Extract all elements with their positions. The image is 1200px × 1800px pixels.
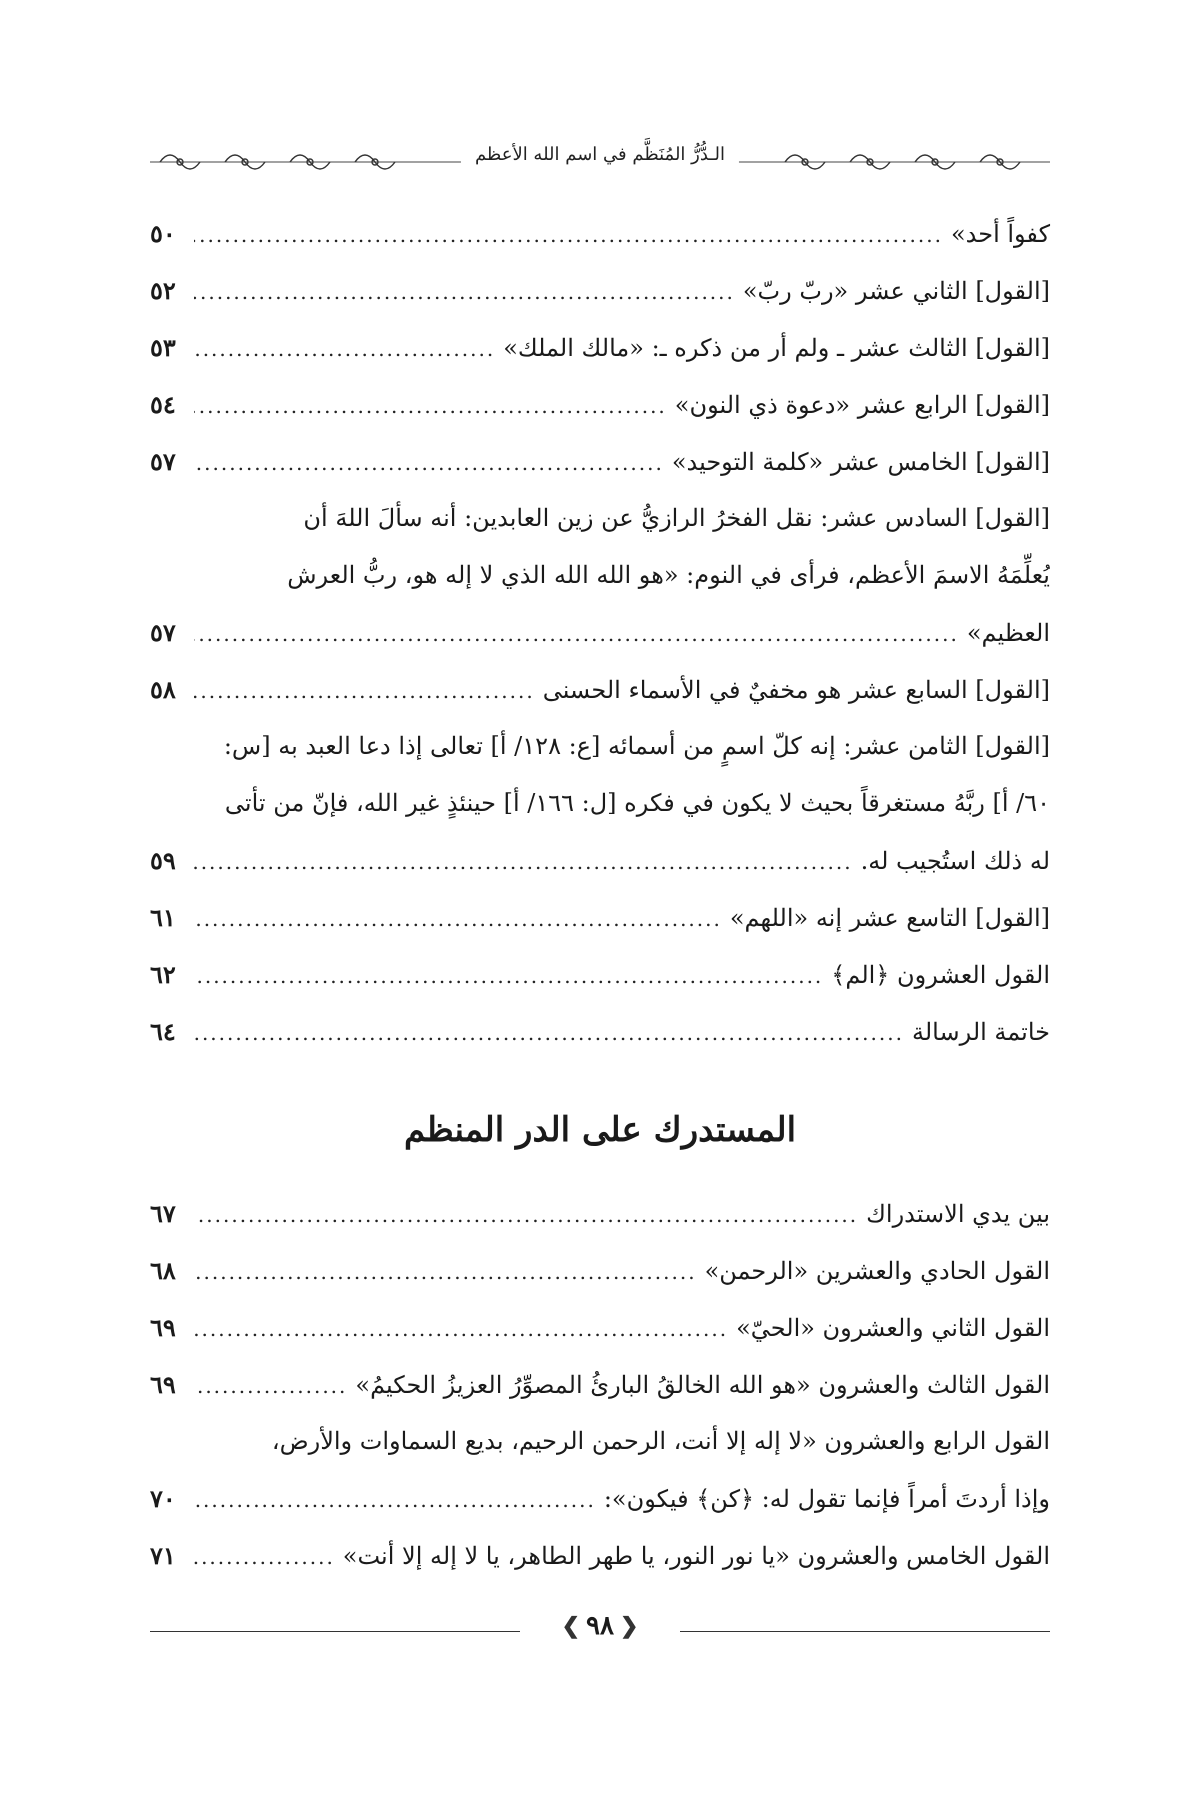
toc-page-number: ٧١ — [150, 1541, 176, 1570]
page-number-block — [562, 1611, 639, 1641]
toc-entry[interactable] — [150, 433, 1050, 490]
leader-dots — [194, 264, 735, 321]
toc-entry-continued[interactable] — [150, 718, 1050, 775]
leader-dots — [194, 321, 495, 378]
toc-page-number: ٦٩ — [150, 1313, 176, 1342]
toc-entry-text: [القول] الثالث عشر ـ ولم أر من ذكره ـ: «مالك الملك» — [503, 334, 1050, 362]
toc-entry-text: القول الحادي والعشرين «الرحمن» — [704, 1257, 1050, 1285]
toc-entry-text: العظيم» — [966, 619, 1050, 647]
toc-page-number: ٦٢ — [150, 960, 176, 989]
leader-dots — [194, 207, 943, 264]
toc-page-number: ٥٠ — [150, 219, 176, 248]
toc-entry-continued[interactable] — [150, 775, 1050, 832]
toc-entry-text: [القول] الثاني عشر «ربّ ربّ» — [742, 277, 1050, 305]
toc-entry-text: [القول] السادس عشر: نقل الفخرُ الرازيُّ عن زين العابدين: أنه سألَ اللهَ أن — [303, 504, 1050, 532]
toc-entry[interactable] — [150, 319, 1050, 376]
fleuron-icon: ❯ — [561, 1613, 581, 1639]
toc-entry[interactable] — [150, 376, 1050, 433]
toc-page-number: ٦٩ — [150, 1370, 176, 1399]
toc-entry-text: القول الثاني والعشرون «الحيّ» — [736, 1314, 1050, 1342]
page-footer — [150, 1605, 1050, 1655]
leader-dots — [194, 1301, 728, 1358]
running-header — [150, 138, 1050, 188]
leader-dots — [194, 663, 535, 720]
toc-entry-text: [القول] التاسع عشر إنه «اللهم» — [729, 904, 1050, 932]
leader-dots — [194, 1187, 858, 1244]
toc-entry-text: [القول] الخامس عشر «كلمة التوحيد» — [671, 448, 1050, 476]
toc-page-number: ٦١ — [150, 903, 176, 932]
toc-entry-text: [القول] السابع عشر هو مخفيٌ في الأسماء الحسنى — [542, 676, 1050, 704]
toc-entry-text: له ذلك استُجيب له. — [860, 847, 1050, 875]
toc-entry-continued[interactable] — [150, 1413, 1050, 1470]
toc-page-number: ٧٠ — [150, 1484, 176, 1513]
leader-dots — [194, 1358, 347, 1415]
footer-rule — [680, 1631, 1050, 1632]
toc-page-number: ٦٨ — [150, 1256, 176, 1285]
toc-page-number: ٥٢ — [150, 276, 176, 305]
toc-page-number: ٥٧ — [150, 618, 176, 647]
toc-entry[interactable] — [150, 1356, 1050, 1413]
toc-entry[interactable] — [150, 262, 1050, 319]
toc-entry[interactable] — [150, 1299, 1050, 1356]
header-title: الـدُّرُّ المُنَظَّم في اسم الله الأعظم — [461, 144, 739, 165]
toc-page-number: ٥٨ — [150, 675, 176, 704]
toc-page-number: ٥٧ — [150, 447, 176, 476]
leader-dots — [194, 1005, 904, 1062]
section-title: المستدرك على الدر المنظم — [403, 1110, 797, 1150]
toc-page-number: ٦٧ — [150, 1199, 176, 1228]
toc-entry-text: كفواً أحد» — [950, 220, 1050, 248]
toc-entry[interactable] — [150, 1527, 1050, 1584]
toc-entry-text: القول الرابع والعشرون «لا إله إلا أنت، الرحمن الرحيم، بديع السماوات والأرض، — [271, 1427, 1050, 1455]
leader-dots — [194, 378, 667, 435]
toc-entry[interactable] — [150, 889, 1050, 946]
leader-dots — [194, 948, 823, 1005]
toc-entry[interactable] — [150, 946, 1050, 1003]
footer-rule — [150, 1631, 520, 1632]
fleuron-icon: ❮ — [619, 1613, 639, 1639]
toc-entry-text: يُعلِّمَهُ الاسمَ الأعظم، فرأى في النوم: «هو الله الله الذي لا إله هو، ربُّ العرش — [287, 561, 1050, 589]
toc-page-number: ٦٤ — [150, 1017, 176, 1046]
toc-entry-text: بين يدي الاستدراك — [866, 1200, 1050, 1228]
toc-page-number: ٥٤ — [150, 390, 176, 419]
toc-entry-text: القول العشرون ﴿الم﴾ — [831, 961, 1050, 989]
toc-entry-text: خاتمة الرسالة — [911, 1018, 1050, 1046]
leader-dots — [194, 891, 722, 948]
toc-entry[interactable] — [150, 832, 1050, 889]
toc-page-number: ٥٣ — [150, 333, 176, 362]
leader-dots — [194, 1472, 596, 1529]
toc-entry[interactable] — [150, 604, 1050, 661]
toc-page-number: ٥٩ — [150, 846, 176, 875]
toc-entry[interactable] — [150, 205, 1050, 262]
leader-dots — [194, 606, 959, 663]
toc-entry-text: ٦٠/ أ] ربَّهُ مستغرقاً بحيث لا يكون في فكره [ل: ١٦٦/ أ] حينئذٍ غير الله، فإنّ من تأتى — [224, 789, 1050, 817]
page-number: ٩٨ — [586, 1611, 614, 1641]
leader-dots — [194, 834, 853, 891]
toc-entry-text: [القول] الثامن عشر: إنه كلّ اسمٍ من أسمائه [ع: ١٢٨/ أ] تعالى إذا دعا العبد به [س: — [223, 732, 1050, 760]
toc-entry-continued[interactable] — [150, 490, 1050, 547]
toc-entry[interactable] — [150, 1470, 1050, 1527]
toc-entry-text: القول الخامس والعشرون «يا نور النور، يا طهر الطاهر، يا لا إله إلا أنت» — [342, 1542, 1050, 1570]
toc-entry[interactable] — [150, 661, 1050, 718]
table-of-contents-appendix — [150, 1185, 1050, 1584]
toc-entry-continued[interactable] — [150, 547, 1050, 604]
table-of-contents — [150, 205, 1050, 1060]
toc-entry[interactable] — [150, 1003, 1050, 1060]
toc-entry-text: وإذا أردتَ أمراً فإنما تقول له: ﴿كن﴾ فيكون»: — [603, 1485, 1050, 1513]
toc-entry[interactable] — [150, 1242, 1050, 1299]
leader-dots — [194, 435, 664, 492]
toc-entry-text: [القول] الرابع عشر «دعوة ذي النون» — [674, 391, 1050, 419]
toc-entry-text: القول الثالث والعشرون «هو الله الخالقُ البارئُ المصوِّرُ العزيزُ الحكيمُ» — [355, 1371, 1050, 1399]
toc-entry[interactable] — [150, 1185, 1050, 1242]
leader-dots — [194, 1244, 697, 1301]
leader-dots — [194, 1529, 335, 1586]
